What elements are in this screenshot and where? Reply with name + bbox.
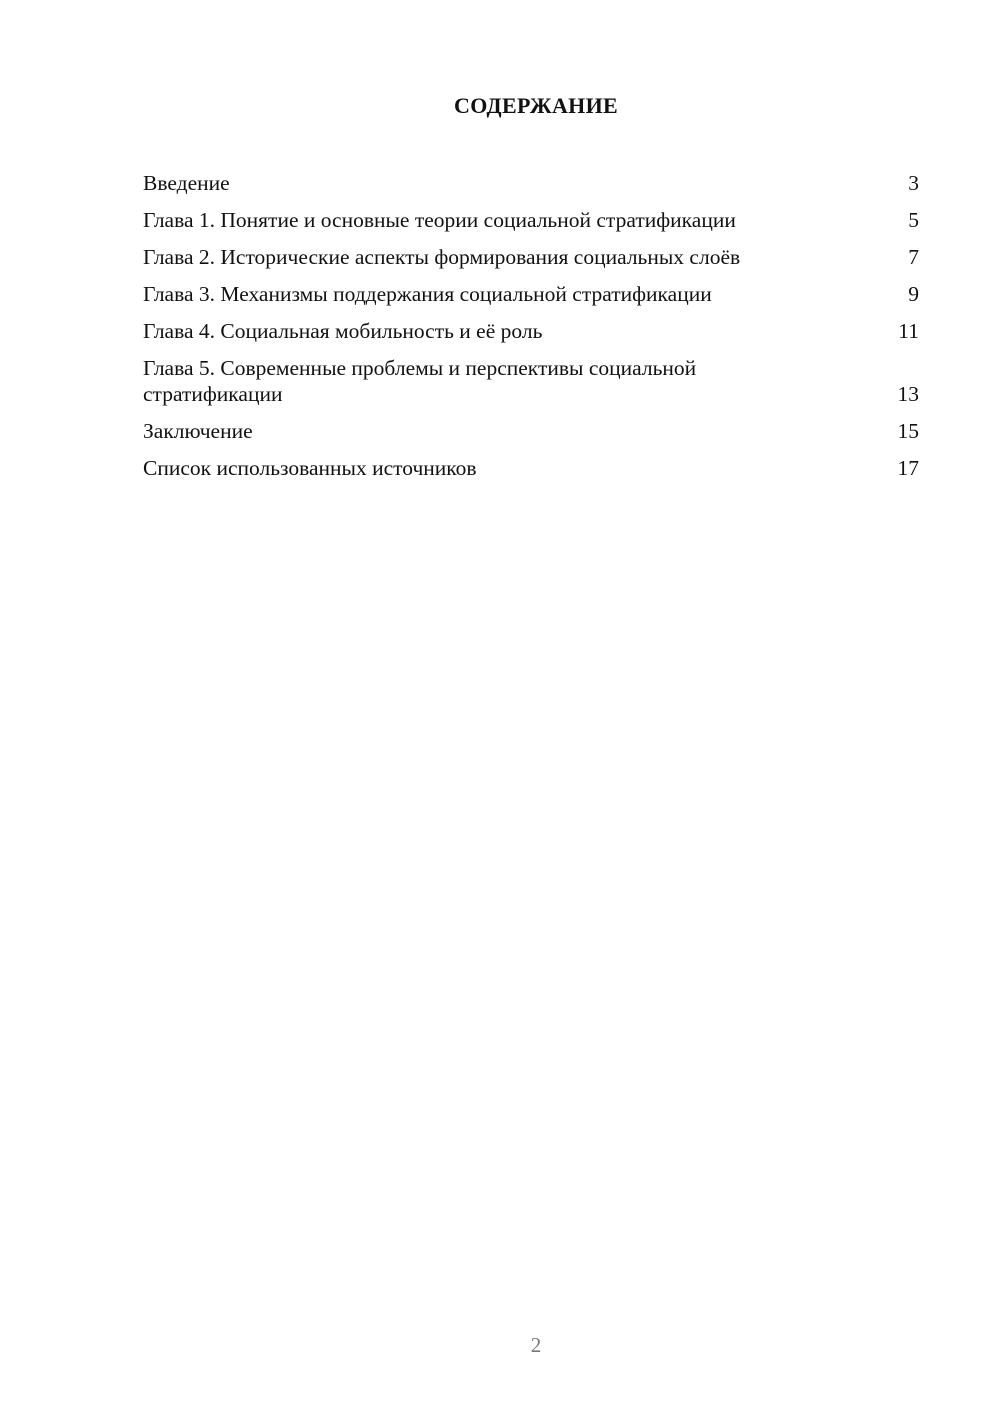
toc-entry-title: Глава 5. Современные проблемы и перспективы социальной стратификации bbox=[143, 356, 697, 406]
toc-entry-title: Заключение bbox=[143, 419, 253, 443]
toc-entry-page: 7 bbox=[908, 245, 919, 269]
toc-entry-introduction[interactable] bbox=[143, 170, 919, 196]
toc-entry-chapter-3[interactable] bbox=[143, 281, 919, 307]
toc-entry-title: Глава 4. Социальная мобильность и её роль bbox=[143, 319, 543, 343]
toc-entry-page: 5 bbox=[908, 208, 919, 232]
toc-entry-page: 11 bbox=[898, 319, 919, 343]
toc-entry-page: 3 bbox=[908, 171, 919, 195]
toc-entry-chapter-2[interactable] bbox=[143, 244, 919, 270]
toc-entry-title: Введение bbox=[143, 171, 230, 195]
toc-entry-title: Глава 3. Механизмы поддержания социальной стратификации bbox=[143, 282, 712, 306]
toc-entry-title: Список использованных источников bbox=[143, 456, 477, 480]
toc-entry-page: 15 bbox=[897, 419, 919, 443]
toc-entry-references[interactable] bbox=[143, 455, 919, 481]
toc-entry-title: Глава 1. Понятие и основные теории социальной стратификации bbox=[143, 208, 736, 232]
toc-entry-chapter-4[interactable] bbox=[143, 318, 919, 344]
toc-entry-page: 9 bbox=[908, 282, 919, 306]
toc-entry-chapter-5[interactable] bbox=[143, 355, 919, 407]
table-of-contents bbox=[143, 170, 919, 492]
page-title: СОДЕРЖАНИЕ bbox=[454, 93, 618, 118]
toc-entry-page: 13 bbox=[897, 382, 919, 406]
toc-entry-conclusion[interactable] bbox=[143, 418, 919, 444]
page-number: 2 bbox=[530, 1333, 542, 1357]
toc-entry-chapter-1[interactable] bbox=[143, 207, 919, 233]
toc-entry-title: Глава 2. Исторические аспекты формирования социальных слоёв bbox=[143, 245, 741, 269]
toc-entry-page: 17 bbox=[897, 456, 919, 480]
